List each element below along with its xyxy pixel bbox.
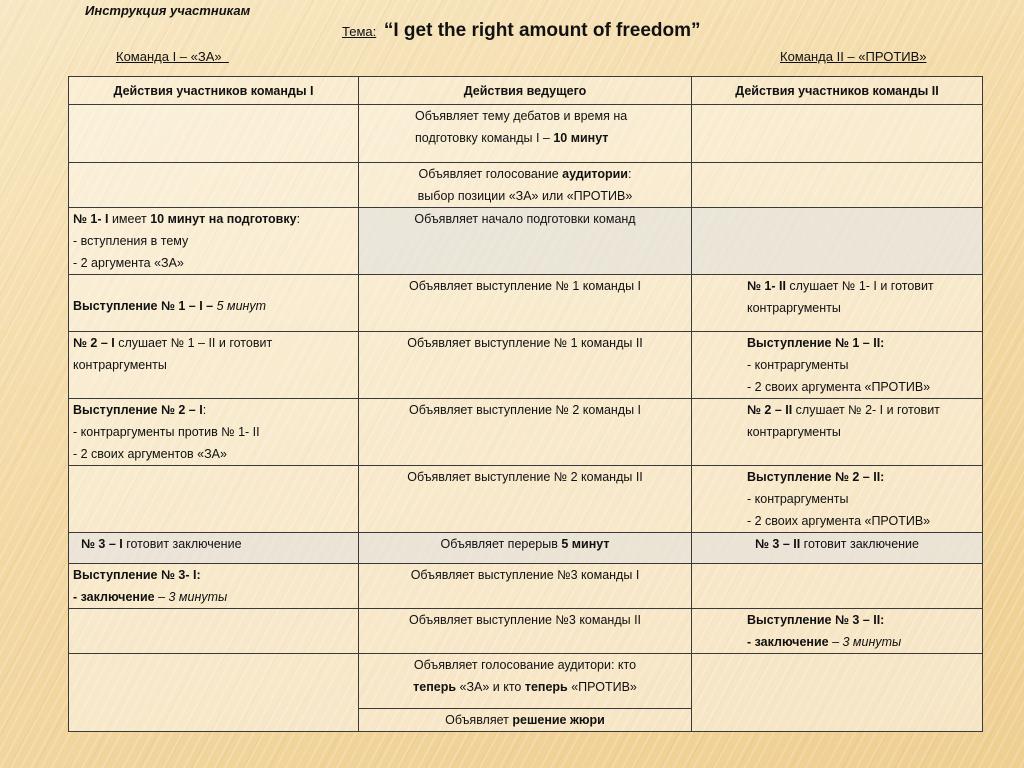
host-text: Объявляет выступление № 2 команды II [407,470,643,484]
cell-host [359,163,692,208]
table-header-row [69,77,983,105]
t2-text: - 2 своих аргумента «ПРОТИВ» [747,514,931,528]
cell-team-1 [69,609,359,654]
cell-host [359,208,692,275]
cell-host [359,332,692,399]
t2-emph: - заключение [747,635,829,649]
t1-text: – [154,590,169,604]
table-row [69,163,983,208]
host-text: Объявляет выступление №3 команды II [408,613,642,627]
table-row [69,654,983,709]
host-text: Объявляет выступление № 1 команды II [407,336,643,350]
cell-team-1 [69,564,359,609]
t1-text: слушает № 1 – II и готовит [114,336,273,350]
topic-title: “I get the right amount of freedom” [383,20,701,41]
cell-team-1 [69,466,359,533]
t1-emph: Выступление № 3- I: [73,568,201,582]
t2-emph: Выступление № 3 – II: [747,613,885,627]
t1-text: готовит заключение [122,537,242,551]
t1-emph: № 3 – I [81,537,123,551]
t2-emph: № 1- II [747,279,786,293]
t1-emph: Выступление № 1 – I – [73,299,217,313]
host-text: «ПРОТИВ» [567,680,637,694]
cell-host [359,275,692,332]
host-text: «ЗА» и кто [456,680,525,694]
t1-emph: Выступление № 2 – I [73,403,203,417]
table-row [69,609,983,654]
cell-host [359,466,692,533]
team-1-label: Команда I – «ЗА» [116,49,229,64]
t2-emph: Выступление № 2 – II: [747,470,885,484]
debate-table [68,76,983,732]
host-text: подготовку команды I – [415,131,554,145]
host-text: Объявляет голосование аудитори: кто [413,658,637,672]
t2-text: – [828,635,843,649]
t2-text: готовит заключение [800,537,919,551]
cell-team-1 [69,654,359,732]
host-text: Объявляет выступление № 1 команды I [408,279,642,293]
header-team-2: Действия участников команды II [692,77,983,105]
t1-text: - вступления в тему [73,234,189,248]
host-emph: теперь [524,680,568,694]
host-text: : [627,167,632,181]
host-emph: 10 минут [553,131,609,145]
cell-host [359,654,692,709]
header-host: Действия ведущего [359,77,692,105]
t2-text: слушает № 2- I и готовит [792,403,940,417]
t1-text: : [296,212,301,226]
t1-text: - 2 аргумента «ЗА» [73,256,184,270]
cell-host [359,709,692,732]
cell-team-2 [692,105,983,163]
t1-italic: 5 минут [216,299,267,313]
t2-text: контраргументы [747,301,841,315]
host-text: Объявляет [445,713,513,727]
host-emph: решение жюри [512,713,605,727]
topic [342,20,701,42]
topic-label: Тема: [342,24,377,39]
cell-team-2 [692,533,983,564]
cell-host [359,105,692,163]
t1-italic: 3 минуты [168,590,228,604]
host-text: Объявляет выступление №3 команды I [410,568,640,582]
host-emph: аудитории [562,167,628,181]
cell-team-1 [69,105,359,163]
cell-team-1 [69,533,359,564]
t2-italic: 3 минуты [842,635,902,649]
t1-emph: - заключение [73,590,155,604]
table-row [69,564,983,609]
cell-team-2 [692,466,983,533]
t1-emph: № 2 – I [73,336,115,350]
cell-team-2 [692,564,983,609]
host-text: Объявляет начало подготовки команд [414,212,636,226]
host-emph: 5 минут [561,537,610,551]
cell-host [359,399,692,466]
host-text: Объявляет тему дебатов и время на [415,109,628,123]
t1-text: - контраргументы против № 1- II [73,425,260,439]
t2-text: - контраргументы [747,492,849,506]
cell-team-2 [692,332,983,399]
cell-team-2 [692,275,983,332]
instruction-title: Инструкция участникам [85,3,251,18]
t2-text: контраргументы [747,425,841,439]
cell-team-2 [692,163,983,208]
t2-text: - 2 своих аргумента «ПРОТИВ» [747,380,931,394]
cell-team-1 [69,163,359,208]
cell-team-2 [692,399,983,466]
t1-text: имеет [108,212,151,226]
cell-host [359,609,692,654]
cell-team-2 [692,609,983,654]
cell-team-1 [69,208,359,275]
host-text: Объявляет выступление № 2 команды I [408,403,642,417]
table-row [69,275,983,332]
t1-text: контраргументы [73,358,167,372]
table-row [69,208,983,275]
t2-emph: № 3 – II [755,537,801,551]
cell-team-2 [692,654,983,732]
t1-emph: 10 минут на подготовку [150,212,297,226]
host-text: Объявляет голосование [418,167,563,181]
t1-emph: № 1- I [73,212,109,226]
cell-team-1 [69,275,359,332]
host-text: выбор позиции «ЗА» или «ПРОТИВ» [417,189,633,203]
team-2-label: Команда II – «ПРОТИВ» [780,49,927,64]
table-row [69,533,983,564]
host-emph: теперь [413,680,457,694]
table-row [69,105,983,163]
table-row [69,466,983,533]
cell-host [359,564,692,609]
t2-text: - контраргументы [747,358,849,372]
table-row [69,399,983,466]
cell-host [359,533,692,564]
table-row [69,332,983,399]
t2-emph: № 2 – II [747,403,793,417]
t2-text: слушает № 1- I и готовит [785,279,934,293]
host-text: Объявляет перерыв [440,537,562,551]
cell-team-1 [69,332,359,399]
cell-team-2 [692,208,983,275]
header-team-1: Действия участников команды I [69,77,359,105]
t1-text: - 2 своих аргументов «ЗА» [73,447,227,461]
t2-emph: Выступление № 1 – II: [747,336,885,350]
t1-text: : [202,403,207,417]
cell-team-1 [69,399,359,466]
